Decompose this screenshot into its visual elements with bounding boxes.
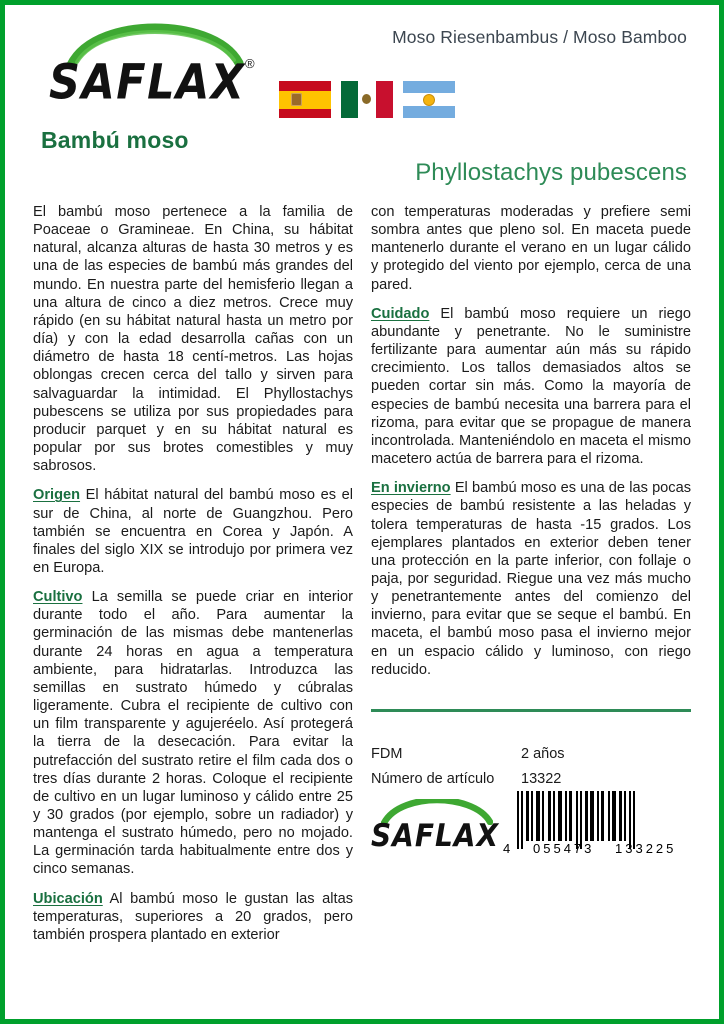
section-en-invierno bbox=[371, 479, 691, 679]
content-columns bbox=[33, 203, 691, 944]
intro-paragraph: El bambú moso pertenece a la familia de Poaceae o Gramineae. En China, su hábitat natural, alcanza alturas de hasta 30 metros y es una de las especies de bambú más grandes del mundo. En nuestra parte del hemisferio llegan a una altura de cinco a diez metros. Crece muy rápido (en su hábitat natural hasta un metro por día) y con la edad desarrolla cañas con un diámetro de hasta 18 centí-metros. Las hojas oblongas crecen cerca del tallo y sirven para salvaguardar la intimidad. El Phyllostachys pubescens se utiliza por sus propiedades para producir parquet y en su hábitat natural es popular por sus brotes comestibles y muy sabrosos. bbox=[33, 204, 353, 475]
mexico-white-band bbox=[358, 81, 375, 118]
mexico-red-band bbox=[376, 81, 393, 118]
section-cultivo bbox=[33, 588, 353, 879]
section-body-en-invierno: El bambú moso es una de las pocas especies de bambú resistente a las heladas y tolera temperaturas de hasta -15 grados. Los ejemplares plantados en exterior deben tener una protección en la parte inferior, con follaje o paja, por seguridad. Riegue una vez más mucho y penetrantemente antes del comienzo del invierno, para evitar que se seque el bambú. En maceta, el bambú moso pasa el invierno mejor en un espacio cálido y luminoso, con riego reducido. bbox=[371, 480, 692, 678]
section-body-cuidado: El bambú moso requiere un riego abundante y penetrante. No le suministre fertilizante para aumentar aún más su rápido crecimiento. Los tallos demasiados altos se pueden cortar sin más. Como la mayoría de especies de bambú necesita una barrera para el rizoma, para evitar que se propague de manera incontrolada. Manteniéndolo en maceta el mismo macetero actúa de barrera para el rizoma. bbox=[371, 305, 691, 468]
mexico-flag bbox=[341, 81, 393, 118]
mexico-green-band bbox=[341, 81, 358, 118]
footer-brand-wordmark: SAFLAX bbox=[371, 816, 500, 854]
argentina-sun-icon bbox=[424, 95, 434, 105]
section-heading-origen: Origen bbox=[33, 487, 81, 504]
packet-inner bbox=[5, 5, 719, 1019]
packet-header-title: Moso Riesenbambus / Moso Bamboo bbox=[392, 27, 687, 47]
barcode-digit-group-1: 4 bbox=[503, 840, 511, 856]
info-value-fdm: 2 años bbox=[521, 745, 565, 762]
section-heading-cuidado: Cuidado bbox=[371, 305, 430, 322]
barcode-digit-group-2: 055473 bbox=[533, 840, 595, 856]
common-name-title: Bambú moso bbox=[41, 127, 189, 153]
section-heading-ubicacion: Ubicación bbox=[33, 890, 103, 907]
section-body-cultivo: La semilla se puede criar en interior durante todo el año. Para aumentar la germinación de las mismas debe mantenerlas durante 24 horas en agua a temperatura ambiente, para hidratarlas. Introduzca las semillas en sustrato húmedo y cúbralas ligeramente. Cubra el recipiente de cultivo con un film transparente y agujeréelo. Así protegerá la tierra de la desecación. Para evitar la putrefacción del sustrato retire el film cada dos o tres días durante 2 horas. Coloque el recipiente de cultivo en un lugar luminoso y cálido entre 25 y 30 grados (por ejemplo, sobre un radiador) y mantenga el sustrato húmedo, pero no mojado. La germinación tarda habitualmente entre dos y cinco semanas. bbox=[33, 589, 354, 878]
footer-brand-row bbox=[371, 799, 691, 865]
section-cuidado bbox=[371, 305, 691, 468]
spain-flag bbox=[279, 81, 331, 118]
section-ubicacion bbox=[33, 890, 353, 944]
product-info-table bbox=[371, 746, 691, 787]
info-value-article-number: 13322 bbox=[521, 770, 562, 787]
language-flags bbox=[279, 81, 455, 118]
botanical-name-title: Phyllostachys pubescens bbox=[415, 159, 687, 186]
saflax-logo bbox=[49, 27, 269, 113]
section-heading-cultivo: Cultivo bbox=[33, 589, 83, 606]
brand-wordmark: SAFLAX bbox=[49, 55, 246, 111]
info-row-fdm bbox=[371, 746, 691, 762]
title-row bbox=[33, 127, 691, 201]
section-body-origen: El hábitat natural del bambú moso es el sur de China, al norte de Guangzhou. Pero también se encuentra en Corea y Japón. A finales del siglo XIX se introdujo por primera vez en Europa. bbox=[33, 487, 353, 576]
info-row-article-number bbox=[371, 771, 691, 787]
section-body-ubicacion: Al bambú moso le gustan las altas temperaturas, superiores a 20 grados, pero también prospera plantado en exterior bbox=[33, 890, 353, 943]
left-column bbox=[33, 203, 353, 944]
ean13-barcode bbox=[503, 791, 701, 865]
packet-header bbox=[33, 21, 691, 125]
spain-crest-icon bbox=[291, 93, 302, 106]
saflax-footer-logo bbox=[371, 799, 511, 861]
right-column bbox=[371, 203, 691, 944]
continuation-paragraph: con temperaturas moderadas y prefiere semi sombra antes que pleno sol. En maceta puede mantenerlo durante el verano en un lugar cálido y protegido del viento por ejemplo, cerca de una pared. bbox=[371, 204, 691, 293]
barcode-digit-group-3: 133225 bbox=[615, 840, 677, 856]
section-origen bbox=[33, 486, 353, 577]
registered-mark-icon: ® bbox=[245, 56, 255, 71]
info-label-article-number: Número de artículo bbox=[371, 770, 495, 787]
section-divider bbox=[371, 709, 691, 712]
info-label-fdm: FDM bbox=[371, 745, 403, 762]
argentina-flag bbox=[403, 81, 455, 118]
section-heading-en-invierno: En invierno bbox=[371, 480, 451, 497]
